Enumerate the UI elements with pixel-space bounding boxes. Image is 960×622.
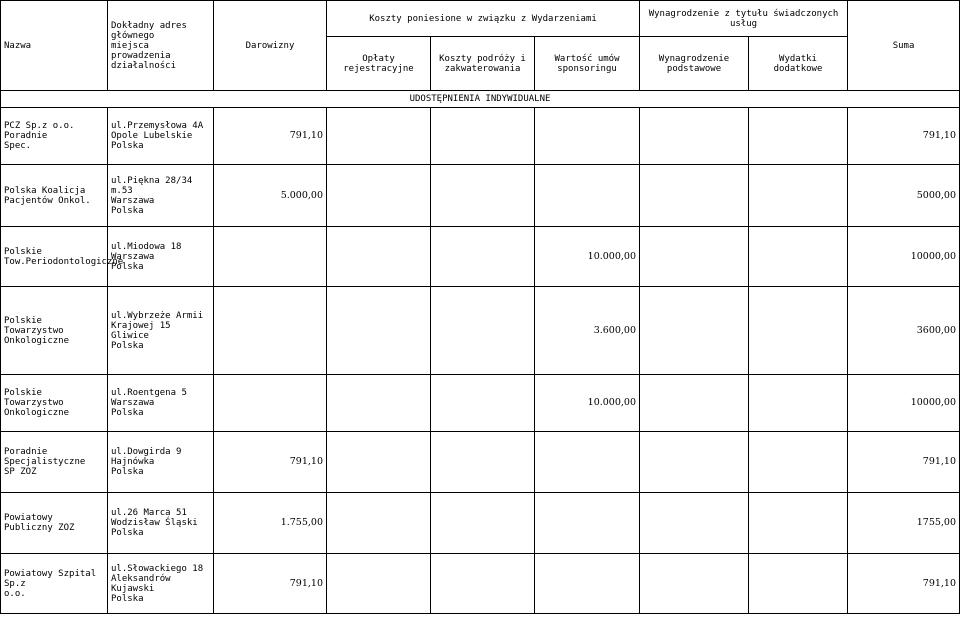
- cell-darowizny: [214, 227, 327, 287]
- cell-dodatkowe: [749, 287, 848, 375]
- cell-darowizny: 791,10: [214, 108, 327, 165]
- cell-sponsoring: [535, 493, 640, 554]
- cell-sponsoring: [535, 165, 640, 227]
- table-row: [1, 554, 960, 614]
- cell-podstawowe: [640, 493, 749, 554]
- cell-podstawowe: [640, 287, 749, 375]
- cell-podstawowe: [640, 432, 749, 493]
- cell-adres: ul.26 Marca 51 Wodzisław Śląski Polska: [108, 493, 214, 554]
- cell-sponsoring: 10.000,00: [535, 375, 640, 432]
- cell-suma: 10000,00: [848, 227, 960, 287]
- cell-suma: 10000,00: [848, 375, 960, 432]
- cell-oplaty: [327, 375, 431, 432]
- cell-podrozy: [431, 108, 535, 165]
- cell-dodatkowe: [749, 432, 848, 493]
- cell-sponsoring: 10.000,00: [535, 227, 640, 287]
- table-row: [1, 108, 960, 165]
- cell-sponsoring: [535, 432, 640, 493]
- header-darowizny: Darowizny: [214, 1, 327, 91]
- cell-oplaty: [327, 227, 431, 287]
- cell-nazwa: Polskie Towarzystwo Onkologiczne: [1, 375, 108, 432]
- cell-darowizny: [214, 287, 327, 375]
- table-row: [1, 375, 960, 432]
- cell-suma: 1755,00: [848, 493, 960, 554]
- table-row: [1, 287, 960, 375]
- cell-podstawowe: [640, 554, 749, 614]
- header-suma: Suma: [848, 1, 960, 91]
- cell-nazwa: Poradnie Specjalistyczne SP ZOZ: [1, 432, 108, 493]
- table-row: [1, 432, 960, 493]
- cell-oplaty: [327, 287, 431, 375]
- cell-suma: 791,10: [848, 554, 960, 614]
- header-podrozy: Koszty podróży i zakwaterowania: [431, 37, 535, 91]
- cell-oplaty: [327, 108, 431, 165]
- cell-darowizny: 791,10: [214, 554, 327, 614]
- cell-nazwa: Powiatowy Szpital Sp.z o.o.: [1, 554, 108, 614]
- cell-nazwa: Powiatowy Publiczny ZOZ: [1, 493, 108, 554]
- cell-suma: 791,10: [848, 432, 960, 493]
- cell-podstawowe: [640, 108, 749, 165]
- header-koszty: Koszty poniesione w związku z Wydarzeniami: [327, 1, 640, 37]
- cell-oplaty: [327, 554, 431, 614]
- cell-podrozy: [431, 227, 535, 287]
- cell-sponsoring: [535, 554, 640, 614]
- cell-dodatkowe: [749, 493, 848, 554]
- cell-podstawowe: [640, 227, 749, 287]
- cell-oplaty: [327, 432, 431, 493]
- section-title: UDOSTĘPNIENIA INDYWIDUALNE: [1, 91, 960, 108]
- cell-adres: ul.Słowackiego 18 Aleksandrów Kujawski Polska: [108, 554, 214, 614]
- header-podstawowe: Wynagrodzenie podstawowe: [640, 37, 749, 91]
- cell-darowizny: 1.755,00: [214, 493, 327, 554]
- header-oplaty: Opłaty rejestracyjne: [327, 37, 431, 91]
- cell-darowizny: 5.000,00: [214, 165, 327, 227]
- cell-adres: ul.Piękna 28/34 m.53 Warszawa Polska: [108, 165, 214, 227]
- header-wynagrodzenie: Wynagrodzenie z tytułu świadczonych usług: [640, 1, 848, 37]
- cell-nazwa: Polskie Tow.Periodontologiczne: [1, 227, 108, 287]
- header-sponsoring: Wartość umów sponsoringu: [535, 37, 640, 91]
- cell-sponsoring: [535, 108, 640, 165]
- cell-podrozy: [431, 493, 535, 554]
- cell-podrozy: [431, 432, 535, 493]
- cell-oplaty: [327, 165, 431, 227]
- cell-podrozy: [431, 165, 535, 227]
- cell-nazwa: PCZ Sp.z o.o. Poradnie Spec.: [1, 108, 108, 165]
- cell-podrozy: [431, 287, 535, 375]
- cell-suma: 3600,00: [848, 287, 960, 375]
- cell-adres: ul.Przemysłowa 4A Opole Lubelskie Polska: [108, 108, 214, 165]
- cell-dodatkowe: [749, 108, 848, 165]
- cell-podstawowe: [640, 375, 749, 432]
- cell-darowizny: [214, 375, 327, 432]
- cell-dodatkowe: [749, 165, 848, 227]
- table-row: [1, 165, 960, 227]
- header-nazwa: Nazwa: [1, 1, 108, 91]
- cell-suma: 5000,00: [848, 165, 960, 227]
- cell-darowizny: 791,10: [214, 432, 327, 493]
- cell-podstawowe: [640, 165, 749, 227]
- cell-adres: ul.Dowgirda 9 Hajnówka Polska: [108, 432, 214, 493]
- cell-suma: 791,10: [848, 108, 960, 165]
- cell-adres: ul.Wybrzeże Armii Krajowej 15 Gliwice Polska: [108, 287, 214, 375]
- rows-body: [1, 108, 960, 614]
- cell-oplaty: [327, 493, 431, 554]
- cell-adres: ul.Miodowa 18 Warszawa Polska: [108, 227, 214, 287]
- cell-podrozy: [431, 554, 535, 614]
- cell-podrozy: [431, 375, 535, 432]
- cell-dodatkowe: [749, 375, 848, 432]
- cell-dodatkowe: [749, 227, 848, 287]
- table-row: [1, 493, 960, 554]
- cell-adres: ul.Roentgena 5 Warszawa Polska: [108, 375, 214, 432]
- cell-nazwa: Polska Koalicja Pacjentów Onkol.: [1, 165, 108, 227]
- table-row: [1, 227, 960, 287]
- header-dodatkowe: Wydatki dodatkowe: [749, 37, 848, 91]
- cell-sponsoring: 3.600,00: [535, 287, 640, 375]
- header-adres: Dokładny adres głównego miejsca prowadzenia działalności: [108, 1, 214, 91]
- cell-dodatkowe: [749, 554, 848, 614]
- cell-nazwa: Polskie Towarzystwo Onkologiczne: [1, 287, 108, 375]
